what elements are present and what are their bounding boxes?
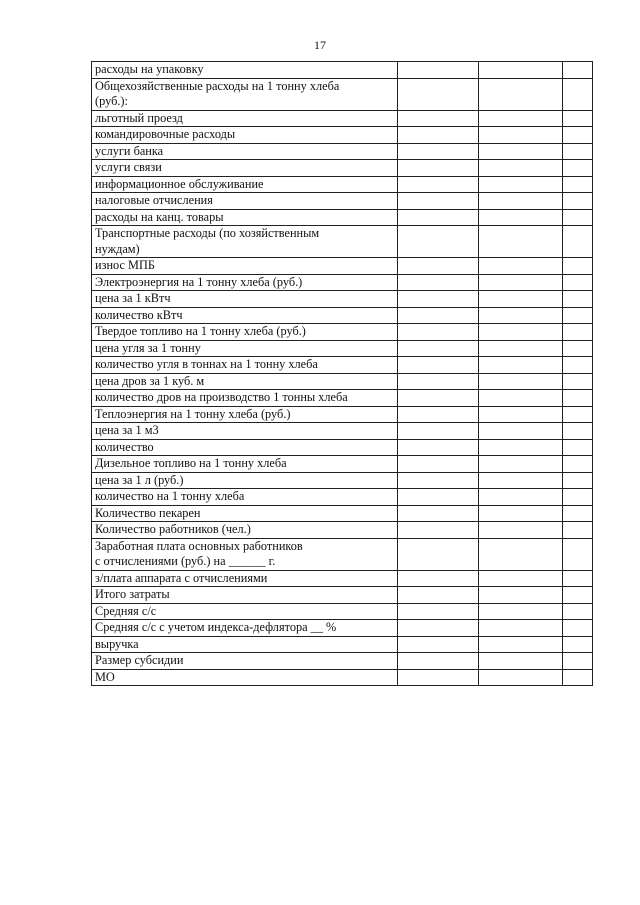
table-row (92, 472, 593, 489)
row-label: цена за 1 л (руб.) (92, 472, 398, 489)
value-cell-2[interactable] (479, 176, 563, 193)
table-row (92, 423, 593, 440)
value-cell-3[interactable] (563, 62, 593, 79)
row-label: Твердое топливо на 1 тонну хлеба (руб.) (92, 324, 398, 341)
table-row (92, 258, 593, 275)
value-cell-1[interactable] (398, 340, 479, 357)
value-cell-3[interactable] (563, 143, 593, 160)
value-cell-2[interactable] (479, 143, 563, 160)
value-cell-2[interactable] (479, 160, 563, 177)
value-cell-1[interactable] (398, 226, 479, 258)
row-label: Количество работников (чел.) (92, 522, 398, 539)
value-cell-2[interactable] (479, 307, 563, 324)
value-cell-3[interactable] (563, 587, 593, 604)
value-cell-1[interactable] (398, 307, 479, 324)
row-label: Дизельное топливо на 1 тонну хлеба (92, 456, 398, 473)
value-cell-1[interactable] (398, 143, 479, 160)
value-cell-1[interactable] (398, 127, 479, 144)
value-cell-1[interactable] (398, 538, 479, 570)
row-label: з/плата аппарата с отчислениями (92, 570, 398, 587)
value-cell-1[interactable] (398, 390, 479, 407)
table-row (92, 209, 593, 226)
value-cell-2[interactable] (479, 587, 563, 604)
value-cell-2[interactable] (479, 193, 563, 210)
row-label: Средняя с/с с учетом индекса-дефлятора __ % (92, 620, 398, 637)
value-cell-1[interactable] (398, 456, 479, 473)
value-cell-2[interactable] (479, 439, 563, 456)
value-cell-2[interactable] (479, 110, 563, 127)
value-cell-3[interactable] (563, 472, 593, 489)
value-cell-1[interactable] (398, 324, 479, 341)
value-cell-3[interactable] (563, 489, 593, 506)
table-row (92, 603, 593, 620)
value-cell-1[interactable] (398, 373, 479, 390)
table-row (92, 489, 593, 506)
value-cell-1[interactable] (398, 489, 479, 506)
value-cell-3[interactable] (563, 505, 593, 522)
value-cell-1[interactable] (398, 636, 479, 653)
value-cell-2[interactable] (479, 620, 563, 637)
value-cell-1[interactable] (398, 291, 479, 308)
value-cell-2[interactable] (479, 78, 563, 110)
row-label: выручка (92, 636, 398, 653)
value-cell-3[interactable] (563, 603, 593, 620)
value-cell-2[interactable] (479, 636, 563, 653)
row-label: цена дров за 1 куб. м (92, 373, 398, 390)
value-cell-3[interactable] (563, 653, 593, 670)
value-cell-2[interactable] (479, 291, 563, 308)
row-label: количество (92, 439, 398, 456)
value-cell-3[interactable] (563, 390, 593, 407)
table-row (92, 390, 593, 407)
value-cell-1[interactable] (398, 522, 479, 539)
table-row (92, 226, 593, 258)
table-row (92, 307, 593, 324)
value-cell-2[interactable] (479, 373, 563, 390)
value-cell-3[interactable] (563, 176, 593, 193)
value-cell-3[interactable] (563, 324, 593, 341)
value-cell-2[interactable] (479, 258, 563, 275)
value-cell-2[interactable] (479, 489, 563, 506)
table-row (92, 193, 593, 210)
row-label: Размер субсидии (92, 653, 398, 670)
value-cell-1[interactable] (398, 62, 479, 79)
value-cell-2[interactable] (479, 653, 563, 670)
row-label: Электроэнергия на 1 тонну хлеба (руб.) (92, 274, 398, 291)
value-cell-3[interactable] (563, 78, 593, 110)
value-cell-3[interactable] (563, 291, 593, 308)
table-body (92, 62, 593, 686)
row-label: услуги связи (92, 160, 398, 177)
value-cell-1[interactable] (398, 160, 479, 177)
value-cell-3[interactable] (563, 620, 593, 637)
value-cell-2[interactable] (479, 522, 563, 539)
value-cell-3[interactable] (563, 258, 593, 275)
table-row (92, 570, 593, 587)
value-cell-2[interactable] (479, 472, 563, 489)
row-label: льготный проезд (92, 110, 398, 127)
value-cell-2[interactable] (479, 456, 563, 473)
row-label: услуги банка (92, 143, 398, 160)
table-row (92, 176, 593, 193)
table-row (92, 110, 593, 127)
value-cell-2[interactable] (479, 357, 563, 374)
value-cell-2[interactable] (479, 226, 563, 258)
row-label: количество на 1 тонну хлеба (92, 489, 398, 506)
value-cell-3[interactable] (563, 340, 593, 357)
row-label: количество кВтч (92, 307, 398, 324)
value-cell-3[interactable] (563, 439, 593, 456)
table-row (92, 127, 593, 144)
row-label: расходы на упаковку (92, 62, 398, 79)
table-row (92, 587, 593, 604)
value-cell-2[interactable] (479, 390, 563, 407)
row-label: количество дров на производство 1 тонны хлеба (92, 390, 398, 407)
table-row (92, 439, 593, 456)
table-row (92, 357, 593, 374)
value-cell-3[interactable] (563, 274, 593, 291)
value-cell-2[interactable] (479, 570, 563, 587)
value-cell-1[interactable] (398, 570, 479, 587)
table-row (92, 522, 593, 539)
value-cell-1[interactable] (398, 603, 479, 620)
value-cell-3[interactable] (563, 307, 593, 324)
value-cell-1[interactable] (398, 406, 479, 423)
table-row (92, 274, 593, 291)
row-label: Заработная плата основных работников с отчислениями (руб.) на ______ г. (92, 538, 398, 570)
table-row (92, 505, 593, 522)
value-cell-3[interactable] (563, 357, 593, 374)
value-cell-2[interactable] (479, 538, 563, 570)
value-cell-2[interactable] (479, 209, 563, 226)
value-cell-1[interactable] (398, 669, 479, 686)
value-cell-1[interactable] (398, 274, 479, 291)
value-cell-2[interactable] (479, 274, 563, 291)
value-cell-3[interactable] (563, 226, 593, 258)
value-cell-3[interactable] (563, 669, 593, 686)
value-cell-1[interactable] (398, 472, 479, 489)
value-cell-2[interactable] (479, 62, 563, 79)
table-row (92, 62, 593, 79)
table-row (92, 291, 593, 308)
value-cell-3[interactable] (563, 193, 593, 210)
value-cell-3[interactable] (563, 538, 593, 570)
row-label: Общехозяйственные расходы на 1 тонну хлеба (руб.): (92, 78, 398, 110)
row-label: Средняя с/с (92, 603, 398, 620)
row-label: командировочные расходы (92, 127, 398, 144)
table-row (92, 669, 593, 686)
value-cell-1[interactable] (398, 357, 479, 374)
row-label: количество угля в тоннах на 1 тонну хлеба (92, 357, 398, 374)
value-cell-1[interactable] (398, 587, 479, 604)
table-row (92, 324, 593, 341)
row-label: Теплоэнергия на 1 тонну хлеба (руб.) (92, 406, 398, 423)
value-cell-3[interactable] (563, 423, 593, 440)
row-label: налоговые отчисления (92, 193, 398, 210)
value-cell-1[interactable] (398, 620, 479, 637)
page-number: 17 (314, 38, 326, 52)
value-cell-2[interactable] (479, 127, 563, 144)
value-cell-3[interactable] (563, 160, 593, 177)
value-cell-3[interactable] (563, 373, 593, 390)
table-row (92, 538, 593, 570)
row-label: цена за 1 м3 (92, 423, 398, 440)
table-row (92, 78, 593, 110)
value-cell-2[interactable] (479, 340, 563, 357)
value-cell-1[interactable] (398, 110, 479, 127)
row-label: цена угля за 1 тонну (92, 340, 398, 357)
value-cell-3[interactable] (563, 636, 593, 653)
value-cell-1[interactable] (398, 176, 479, 193)
table-row (92, 653, 593, 670)
row-label: Транспортные расходы (по хозяйственным нуждам) (92, 226, 398, 258)
table-row (92, 143, 593, 160)
row-label: расходы на канц. товары (92, 209, 398, 226)
value-cell-1[interactable] (398, 209, 479, 226)
row-label: Количество пекарен (92, 505, 398, 522)
row-label: МО (92, 669, 398, 686)
value-cell-1[interactable] (398, 258, 479, 275)
table-row (92, 160, 593, 177)
value-cell-1[interactable] (398, 193, 479, 210)
value-cell-3[interactable] (563, 456, 593, 473)
value-cell-1[interactable] (398, 439, 479, 456)
value-cell-1[interactable] (398, 423, 479, 440)
table-row (92, 636, 593, 653)
table-row (92, 340, 593, 357)
table-row (92, 620, 593, 637)
value-cell-2[interactable] (479, 324, 563, 341)
value-cell-1[interactable] (398, 505, 479, 522)
value-cell-2[interactable] (479, 603, 563, 620)
value-cell-3[interactable] (563, 522, 593, 539)
table-row (92, 406, 593, 423)
table-row (92, 373, 593, 390)
value-cell-1[interactable] (398, 78, 479, 110)
value-cell-3[interactable] (563, 209, 593, 226)
value-cell-3[interactable] (563, 570, 593, 587)
row-label: Итого затраты (92, 587, 398, 604)
value-cell-2[interactable] (479, 423, 563, 440)
row-label: информационное обслуживание (92, 176, 398, 193)
row-label: цена за 1 кВтч (92, 291, 398, 308)
value-cell-3[interactable] (563, 127, 593, 144)
table-row (92, 456, 593, 473)
value-cell-3[interactable] (563, 406, 593, 423)
cost-form-table (91, 61, 593, 686)
value-cell-2[interactable] (479, 669, 563, 686)
row-label: износ МПБ (92, 258, 398, 275)
value-cell-3[interactable] (563, 110, 593, 127)
value-cell-1[interactable] (398, 653, 479, 670)
value-cell-2[interactable] (479, 406, 563, 423)
value-cell-2[interactable] (479, 505, 563, 522)
